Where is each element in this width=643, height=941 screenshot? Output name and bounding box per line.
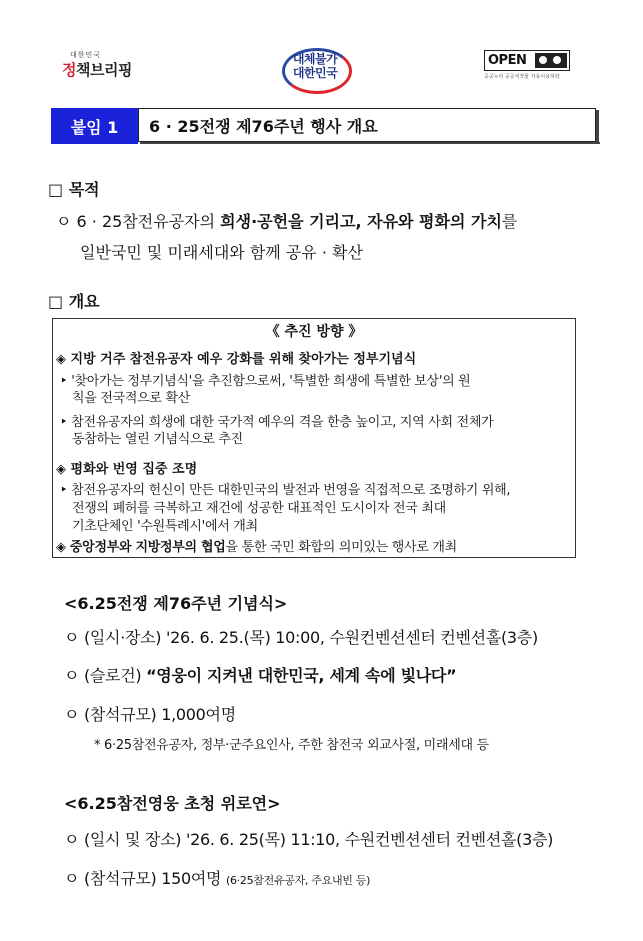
direction-item1-bullet2-line2: 동참하는 열린 기념식으로 추진 bbox=[72, 432, 243, 447]
direction-item1-bullet2-line1: ‣ 참전유공자의 희생에 대한 국가적 예우의 격을 한층 높이고, 지역 사회 전체가 bbox=[60, 415, 494, 430]
policy-logo-small-text: 대한민국 bbox=[70, 51, 102, 59]
direction-item2-bullet1-line2: 전쟁의 폐허를 극복하고 재건에 성공한 대표적인 도시이자 전국 최대 bbox=[72, 501, 446, 516]
ceremony-scale: ㅇ (참석규모) 1,000여명 bbox=[64, 705, 236, 724]
direction-item2-bullet1-line1: ‣ 참전유공자의 헌신이 만든 대한민국의 발전과 번영을 직접적으로 조명하기 위해, bbox=[60, 483, 511, 498]
purpose-line1: ㅇ 6 · 25참전유공자의 희생·공헌을 기리고, 자유와 평화의 가치를 bbox=[56, 212, 518, 231]
title-shadow bbox=[140, 142, 600, 144]
open-logo-box bbox=[484, 50, 570, 71]
attachment-label: 붙임 1 bbox=[51, 108, 138, 144]
reception-heading: <6.25참전영웅 초청 위로연> bbox=[64, 794, 281, 813]
license-icons bbox=[535, 53, 567, 68]
direction-item2-heading: ◈ 평화와 번영 집중 조명 bbox=[56, 462, 198, 477]
reception-scale-note: (6·25참전유공자, 주요내빈 등) bbox=[226, 874, 371, 887]
reception-datetime: ㅇ (일시 및 장소) '26. 6. 25(목) 11:10, 수원컨벤션센터 컨벤션홀(3층) bbox=[64, 830, 554, 849]
direction-item2-bullet1-line3: 기초단체인 '수원특례시'에서 개최 bbox=[72, 519, 258, 534]
ceremony-heading: <6.25전쟁 제76주년 기념식> bbox=[64, 594, 288, 613]
reception-scale: ㅇ (참석규모) 150여명 (6·25참전유공자, 주요내빈 등) bbox=[64, 869, 371, 888]
center-logo-line2: 대한민국 bbox=[292, 66, 338, 80]
overview-heading: □ 개요 bbox=[48, 292, 100, 311]
direction-item1-bullet1-line2: 칙을 전국적으로 확산 bbox=[72, 391, 190, 406]
ceremony-datetime: ㅇ (일시·장소) '26. 6. 25.(목) 10:00, 수원컨벤션센터 컨벤션홀(3층) bbox=[64, 628, 538, 647]
policy-briefing-logo bbox=[62, 50, 142, 84]
ceremony-slogan: ㅇ (슬로건) “영웅이 지켜낸 대한민국, 세계 속에 빛나다” bbox=[64, 666, 457, 685]
direction-item1-bullet1-line1: ‣ '찾아가는 정부기념식'을 추진함으로써, '특별한 희생에 특별한 보상'의 원 bbox=[60, 374, 471, 389]
center-logo-line1: 대체불가 bbox=[292, 52, 338, 66]
direction-item1-heading: ◈ 지방 거주 참전유공자 예우 강화를 위해 찾아가는 정부기념식 bbox=[56, 352, 417, 367]
open-license-logo bbox=[484, 50, 570, 82]
policy-logo-text: 정책브리핑 bbox=[62, 61, 132, 79]
ceremony-scale-note: * 6·25참전유공자, 정부·군주요인사, 주한 참전국 외교사절, 미래세대 등 bbox=[94, 738, 489, 753]
purpose-line2: 일반국민 및 미래세대와 함께 공유 · 확산 bbox=[80, 243, 363, 262]
irreplaceable-korea-logo bbox=[280, 42, 350, 92]
title-shadow-side bbox=[596, 110, 599, 144]
purpose-heading: □ 목적 bbox=[48, 180, 100, 199]
open-logo-caption: 공공누리 공공저작물 자유이용허락 bbox=[484, 74, 560, 80]
direction-box-title: 《 추진 방향 》 bbox=[265, 324, 363, 340]
open-logo-text: OPEN bbox=[488, 53, 527, 68]
direction-item3-heading: ◈ 중앙정부와 지방정부의 협업을 통한 국민 화합의 의미있는 행사로 개최 bbox=[56, 540, 457, 555]
document-title: 6 · 25전쟁 제76주년 행사 개요 bbox=[138, 108, 596, 142]
